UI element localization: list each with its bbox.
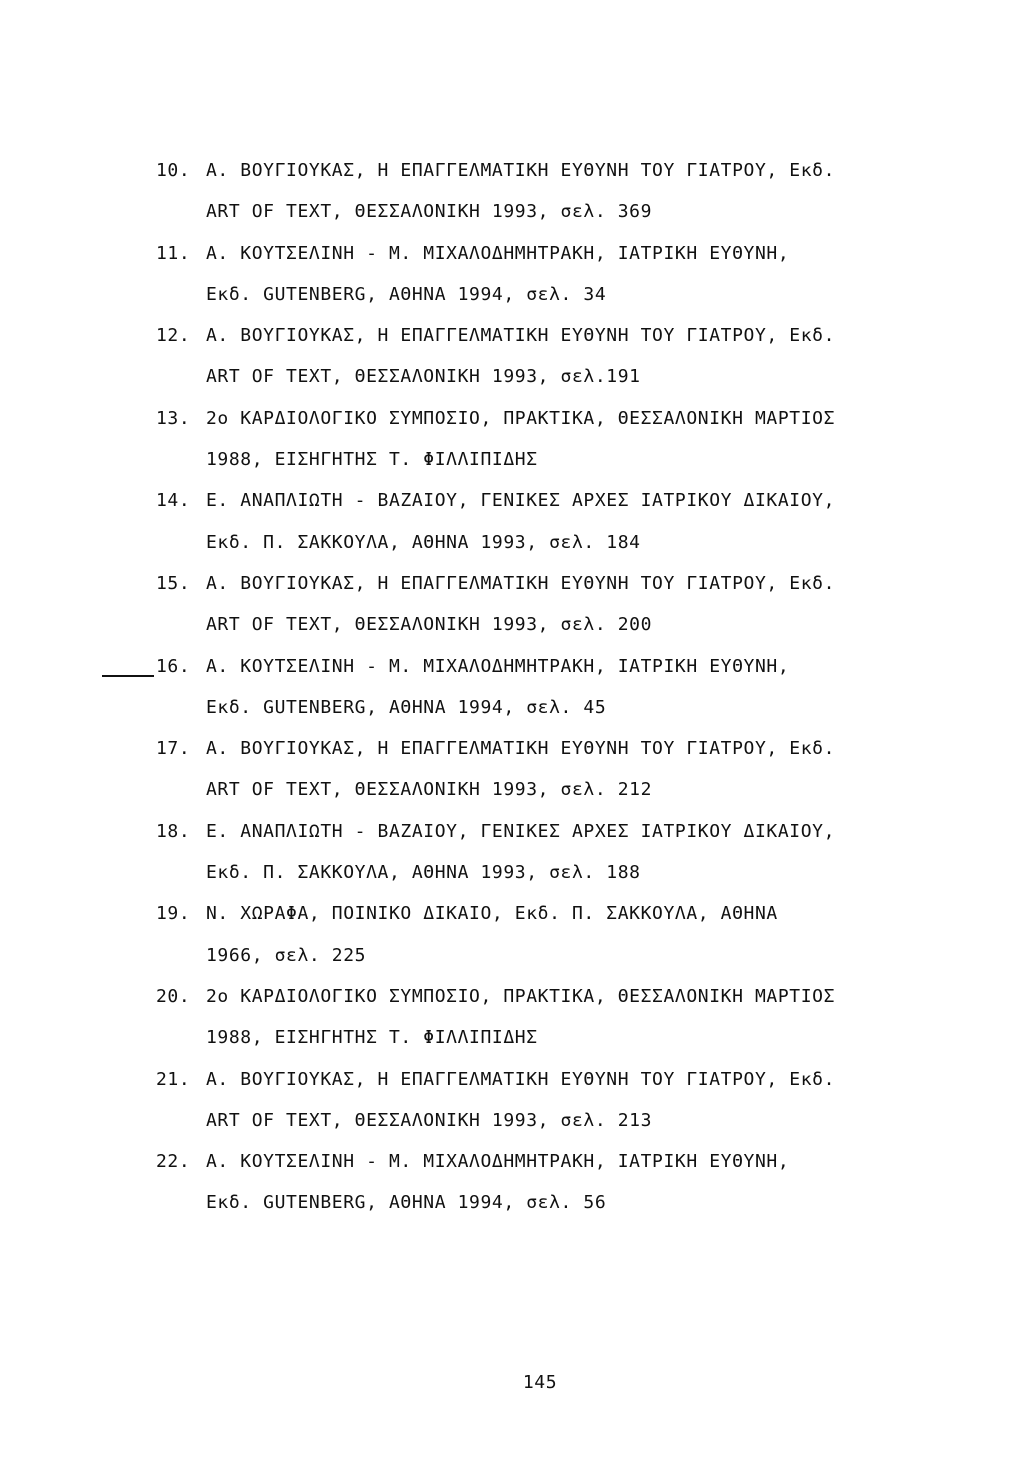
footnote-text: Α. ΒΟΥΓΙΟΥΚΑΣ, Η ΕΠΑΓΓΕΛΜΑΤΙΚΗ ΕΥΘΥΝΗ ΤΟΥ ΓΙΑΤΡΟΥ, Εκδ.: [206, 738, 836, 760]
footnote-continuation: ART OF TEXT, ΘΕΣΣΑΛΟΝΙΚΗ 1993, σελ. 212: [206, 779, 653, 801]
footnote-item: [156, 325, 916, 388]
footnote-item: [156, 490, 916, 553]
footnote-continuation: Εκδ. GUTENBERG, ΑΘΗΝΑ 1994, σελ. 45: [206, 696, 607, 718]
footnote-continuation: ART OF TEXT, ΘΕΣΣΑΛΟΝΙΚΗ 1993, σελ.191: [206, 366, 641, 388]
footnote-text: Ν. ΧΩΡΑΦΑ, ΠΟΙΝΙΚΟ ΔΙΚΑΙΟ, Εκδ. Π. ΣΑΚΚΟΥΛΑ, ΑΘΗΝΑ: [206, 903, 778, 925]
footnote-continuation: ART OF TEXT, ΘΕΣΣΑΛΟΝΙΚΗ 1993, σελ. 369: [206, 201, 653, 223]
footnote-text: Α. ΒΟΥΓΙΟΥΚΑΣ, Η ΕΠΑΓΓΕΛΜΑΤΙΚΗ ΕΥΘΥΝΗ ΤΟΥ ΓΙΑΤΡΟΥ, Εκδ.: [206, 325, 836, 347]
footnote-item: [156, 1069, 916, 1132]
footnote-continuation: Εκδ. GUTENBERG, ΑΘΗΝΑ 1994, σελ. 56: [206, 1192, 607, 1214]
footnote-item: [156, 160, 916, 223]
footnote-continuation: Εκδ. Π. ΣΑΚΚΟΥΛΑ, ΑΘΗΝΑ 1993, σελ. 188: [206, 862, 641, 884]
footnote-item: [156, 903, 916, 966]
footnote-number: 16.: [156, 655, 191, 677]
footnote-number: 17.: [156, 738, 191, 760]
footnote-item: [156, 408, 916, 471]
footnote-text: Α. ΚΟΥΤΣΕΛΙΝΗ - Μ. ΜΙΧΑΛΟΔΗΜΗΤΡΑΚΗ, ΙΑΤΡΙΚΗ ΕΥΘΥΝΗ,: [206, 242, 790, 264]
footnote-continuation: Εκδ. Π. ΣΑΚΚΟΥΛΑ, ΑΘΗΝΑ 1993, σελ. 184: [206, 531, 641, 553]
footnote-list: [156, 160, 916, 1214]
footnote-number: 13.: [156, 407, 191, 429]
footnote-continuation: 1988, ΕΙΣΗΓΗΤΗΣ Τ. ΦΙΛΛΙΠΙΔΗΣ: [206, 449, 538, 471]
footnote-number: 12.: [156, 325, 191, 347]
footnote-number: 21.: [156, 1068, 191, 1090]
footnote-text: 2ο ΚΑΡΔΙΟΛΟΓΙΚΟ ΣΥΜΠΟΣΙΟ, ΠΡΑΚΤΙΚΑ, ΘΕΣΣΑΛΟΝΙΚΗ ΜΑΡΤΙΟΣ: [206, 985, 836, 1007]
footnote-item: [156, 1151, 916, 1214]
footnote-item: [156, 738, 916, 801]
footnote-number: 18.: [156, 820, 191, 842]
footnote-text: Α. ΒΟΥΓΙΟΥΚΑΣ, Η ΕΠΑΓΓΕΛΜΑΤΙΚΗ ΕΥΘΥΝΗ ΤΟΥ ΓΙΑΤΡΟΥ, Εκδ.: [206, 572, 836, 594]
footnote-continuation: 1966, σελ. 225: [206, 944, 367, 966]
footnote-continuation: ART OF TEXT, ΘΕΣΣΑΛΟΝΙΚΗ 1993, σελ. 200: [206, 614, 653, 636]
footnote-text: Α. ΒΟΥΓΙΟΥΚΑΣ, Η ΕΠΑΓΓΕΛΜΑΤΙΚΗ ΕΥΘΥΝΗ ΤΟΥ ΓΙΑΤΡΟΥ, Εκδ.: [206, 1068, 836, 1090]
footnote-number: 22.: [156, 1151, 191, 1173]
footnote-item: [156, 986, 916, 1049]
footnote-number: 20.: [156, 985, 191, 1007]
page-number: 145: [522, 1372, 558, 1393]
footnote-text: Α. ΒΟΥΓΙΟΥΚΑΣ, Η ΕΠΑΓΓΕΛΜΑΤΙΚΗ ΕΥΘΥΝΗ ΤΟΥ ΓΙΑΤΡΟΥ, Εκδ.: [206, 160, 836, 181]
footnote-text: Ε. ΑΝΑΠΛΙΩΤΗ - ΒΑΖΑΙΟΥ, ΓΕΝΙΚΕΣ ΑΡΧΕΣ ΙΑΤΡΙΚΟΥ ΔΙΚΑΙΟΥ,: [206, 820, 836, 842]
footnote-continuation: 1988, ΕΙΣΗΓΗΤΗΣ Τ. ΦΙΛΛΙΠΙΔΗΣ: [206, 1027, 538, 1049]
footnote-text: Α. ΚΟΥΤΣΕΛΙΝΗ - Μ. ΜΙΧΑΛΟΔΗΜΗΤΡΑΚΗ, ΙΑΤΡΙΚΗ ΕΥΘΥΝΗ,: [206, 655, 790, 677]
footnote-item: [156, 243, 916, 306]
footnote-number: 11.: [156, 242, 191, 264]
footnote-item: [156, 656, 916, 719]
footnote-number: 19.: [156, 903, 191, 925]
footnote-continuation: Εκδ. GUTENBERG, ΑΘΗΝΑ 1994, σελ. 34: [206, 283, 607, 305]
footnote-number: 15.: [156, 572, 191, 594]
footnote-number: 14.: [156, 490, 191, 512]
footnote-number: 10.: [156, 160, 191, 181]
footnote-item: [156, 573, 916, 636]
footnote-text: 2ο ΚΑΡΔΙΟΛΟΓΙΚΟ ΣΥΜΠΟΣΙΟ, ΠΡΑΚΤΙΚΑ, ΘΕΣΣΑΛΟΝΙΚΗ ΜΑΡΤΙΟΣ: [206, 407, 836, 429]
footnote-item: [156, 821, 916, 884]
footnote-text: Ε. ΑΝΑΠΛΙΩΤΗ - ΒΑΖΑΙΟΥ, ΓΕΝΙΚΕΣ ΑΡΧΕΣ ΙΑΤΡΙΚΟΥ ΔΙΚΑΙΟΥ,: [206, 490, 836, 512]
footnote-continuation: ART OF TEXT, ΘΕΣΣΑΛΟΝΙΚΗ 1993, σελ. 213: [206, 1109, 653, 1131]
margin-rule: [102, 675, 154, 677]
footnote-text: Α. ΚΟΥΤΣΕΛΙΝΗ - Μ. ΜΙΧΑΛΟΔΗΜΗΤΡΑΚΗ, ΙΑΤΡΙΚΗ ΕΥΘΥΝΗ,: [206, 1151, 790, 1173]
